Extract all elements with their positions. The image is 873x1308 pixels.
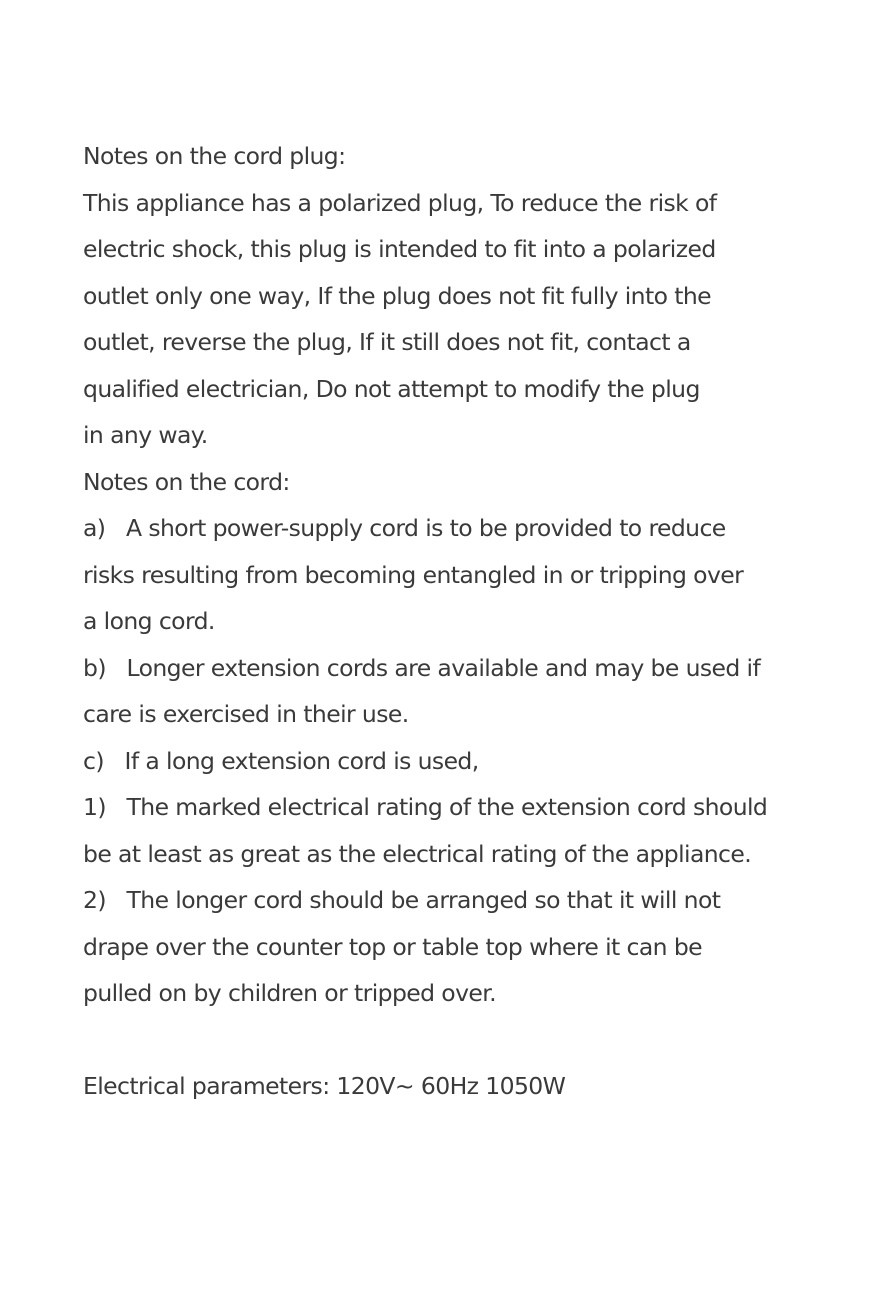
list-item-1: 1) The marked electrical rating of the extension cord should: [83, 793, 768, 821]
list-item-c: c) If a long extension cord is used,: [83, 746, 479, 775]
paragraph-line: drape over the counter top or table top where it can be: [83, 932, 702, 961]
electrical-parameters: Electrical parameters: 120V~ 60Hz 1050W: [83, 1072, 566, 1100]
list-item-a: a) A short power-supply cord is to be provided to reduce: [83, 514, 726, 542]
heading-cord-plug: Notes on the cord plug:: [83, 142, 346, 170]
spacer: [83, 1017, 863, 1064]
paragraph-line: This appliance has a polarized plug, To reduce the risk of: [83, 188, 717, 217]
paragraph-line: risks resulting from becoming entangled in or tripping over: [83, 560, 744, 589]
paragraph-line: pulled on by children or tripped over.: [83, 979, 497, 1007]
paragraph-line: care is exercised in their use.: [83, 700, 409, 728]
document-body: [83, 133, 863, 1110]
list-item-2: 2) The longer cord should be arranged so that it will not: [83, 886, 721, 914]
paragraph-line: outlet only one way, If the plug does not fit fully into the: [83, 281, 712, 310]
paragraph-line: outlet, reverse the plug, If it still does not fit, contact a: [83, 328, 691, 356]
paragraph-line: qualified electrician, Do not attempt to modify the plug: [83, 374, 700, 403]
heading-cord: Notes on the cord:: [83, 467, 290, 496]
paragraph-line: be at least as great as the electrical rating of the appliance.: [83, 839, 752, 868]
paragraph-line: a long cord.: [83, 607, 215, 635]
paragraph-line: in any way.: [83, 421, 208, 449]
paragraph-line: electric shock, this plug is intended to fit into a polarized: [83, 235, 716, 263]
list-item-b: b) Longer extension cords are available and may be used if: [83, 653, 761, 682]
